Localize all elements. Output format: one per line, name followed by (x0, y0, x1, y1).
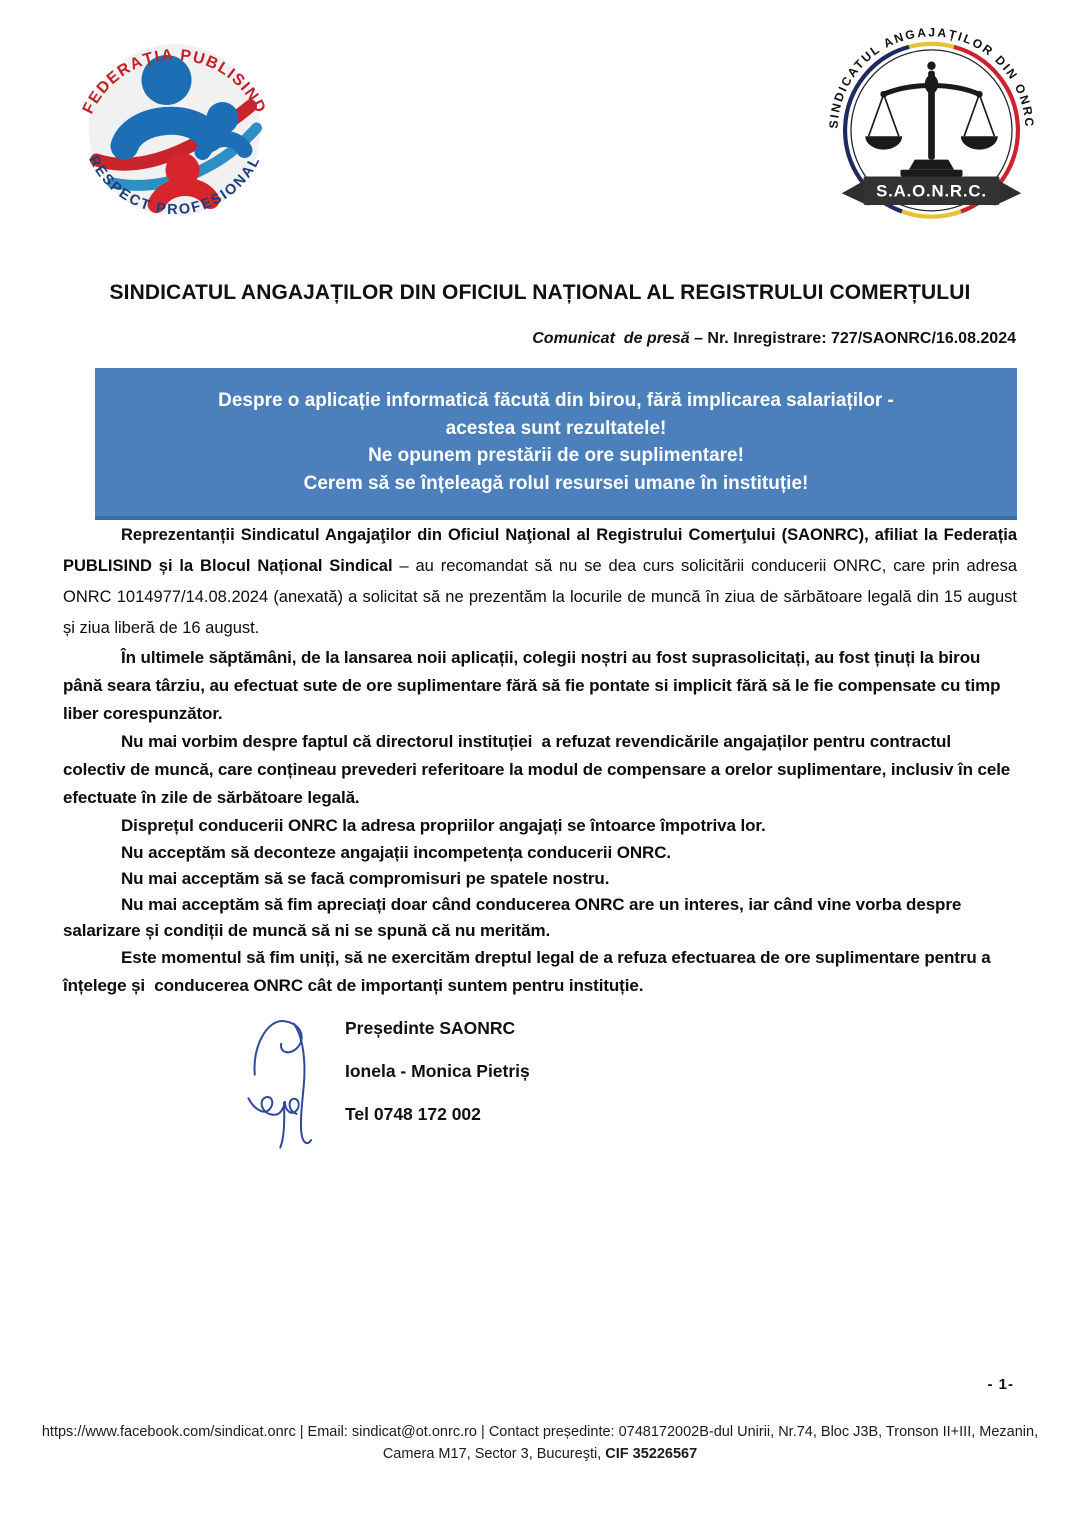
banner-line-4: Cerem să se înțeleagă rolul resursei umane în instituție! (303, 472, 809, 494)
banner-line-3: Ne opunem prestării de ore suplimentare! (368, 445, 744, 466)
signature-block (0, 1006, 1080, 1178)
paragraph-intro (63, 520, 1022, 644)
paragraph-intro-rest: – au recomandat să nu se dea curs solicitării conducerii ONRC, care prin adresa ONRC 1014977/14.08.2024 (anexată) a solicitat să ne prezentăm la locurile de muncă în ziua de sărbătoare legală din 15 august și ziua liberă de 16 august. (63, 557, 1022, 637)
publisind-logo (52, 20, 297, 232)
handwritten-signature (243, 1006, 343, 1158)
paragraph-intro-bold: Reprezentanții Sindicatul Angajaţilor din Oficiul Naţional al Registrului Comerţului (SAONRC), afiliat la Federația PUBLISIND și la Blocul Național Sindical (63, 526, 1022, 575)
paragraph-no-accept-3: Nu mai acceptăm să fim apreciați doar când conducerea ONRC are un interes, iar când vine vorba despre salarizare și condiții de muncă să ni se spună că nu merităm. (63, 895, 966, 940)
signature-name: Ionela - Monica Pietriș (345, 1061, 530, 1081)
paragraph-contempt: Disprețul conducerii ONRC la adresa propriilor angajați se întoarce împotriva lor. (121, 816, 766, 835)
paragraph-no-accept-1: Nu acceptăm să deconteze angajații incompetența conducerii ONRC. (121, 843, 672, 862)
paragraph-no-accept-2: Nu mai acceptăm să se facă compromisuri pe spatele nostru. (121, 869, 610, 888)
publisind-top-curved-text: FEDERAȚIA PUBLISIND (79, 46, 270, 117)
paragraph-call-to-unity: Este momentul să fim uniți, să ne exercităm dreptul legal de a refuza efectuarea de ore suplimentare pentru a înțelege și conducerea ONRC cât de importanți suntem pentru instituție. (63, 948, 996, 995)
document-title: SINDICATUL ANGAJAȚILOR DIN OFICIUL NAȚIONAL AL REGISTRULUI COMERȚULUI (109, 281, 971, 304)
logo-row (0, 0, 1080, 244)
paragraph-director-refusal: Nu mai vorbim despre faptul că directorul instituției a refuzat revendicările angajaților pentru contractul colectiv de muncă, care conțineau prevederi referitoare la modul de compensare a orelor suplimentare, inclusiv în cele efectuate în zile de sărbătoare legală. (63, 732, 1015, 807)
press-release-type: Comunicat de presă (532, 330, 690, 347)
page-number: - 1- (987, 1376, 1014, 1393)
paragraph-overtime: În ultimele săptămâni, de la lansarea noii aplicații, colegii noștri au fost suprasolicitați, au fost ținuți la birou până seara târziu, au efectuat sute de ore suplimentare fără să fie pontate si implicit fără să le fie compensate cu timp liber corespunzător. (63, 648, 1006, 723)
saonrc-banner-text: S.A.O.N.R.C. (876, 181, 987, 201)
document-body (0, 520, 1080, 1000)
signature-text (345, 1014, 530, 1143)
banner-line-2: acestea sunt rezultatele! (445, 417, 667, 439)
footer-line-2 (0, 1443, 1080, 1465)
signature-role: Președinte SAONRC (345, 1018, 516, 1038)
publisind-bottom-curved-text: RESPECT PROFESIONAL (85, 152, 264, 219)
signature-phone: Tel 0748 172 002 (345, 1104, 481, 1124)
banner-line-1: Despre o aplicație informatică făcută din birou, fără implicarea salariaților - (218, 390, 894, 411)
footer-address: Camera M17, Sector 3, Bucureşti, (382, 1446, 606, 1462)
saonrc-logo (825, 20, 1038, 244)
footer-cif: CIF 35226567 (605, 1446, 698, 1462)
saonrc-curved-text: SINDICATUL ANGAJAȚILOR DIN ONRC (826, 25, 1037, 130)
headline-banner (95, 368, 1017, 520)
registration-number: – Nr. Inregistrare: 727/SAONRC/16.08.2024 (689, 330, 1016, 347)
footer-contact (0, 1421, 1080, 1465)
saonrc-ribbon-banner (842, 176, 1021, 205)
press-release-line (0, 330, 1080, 348)
footer-line-1: https://www.facebook.com/sindicat.onrc | Email: sindicat@ot.onrc.ro | Contact președinte: 0748172002B-dul Unirii, Nr.74, Bloc J3B, Tronson II+III, Mezanin, (41, 1424, 1039, 1440)
